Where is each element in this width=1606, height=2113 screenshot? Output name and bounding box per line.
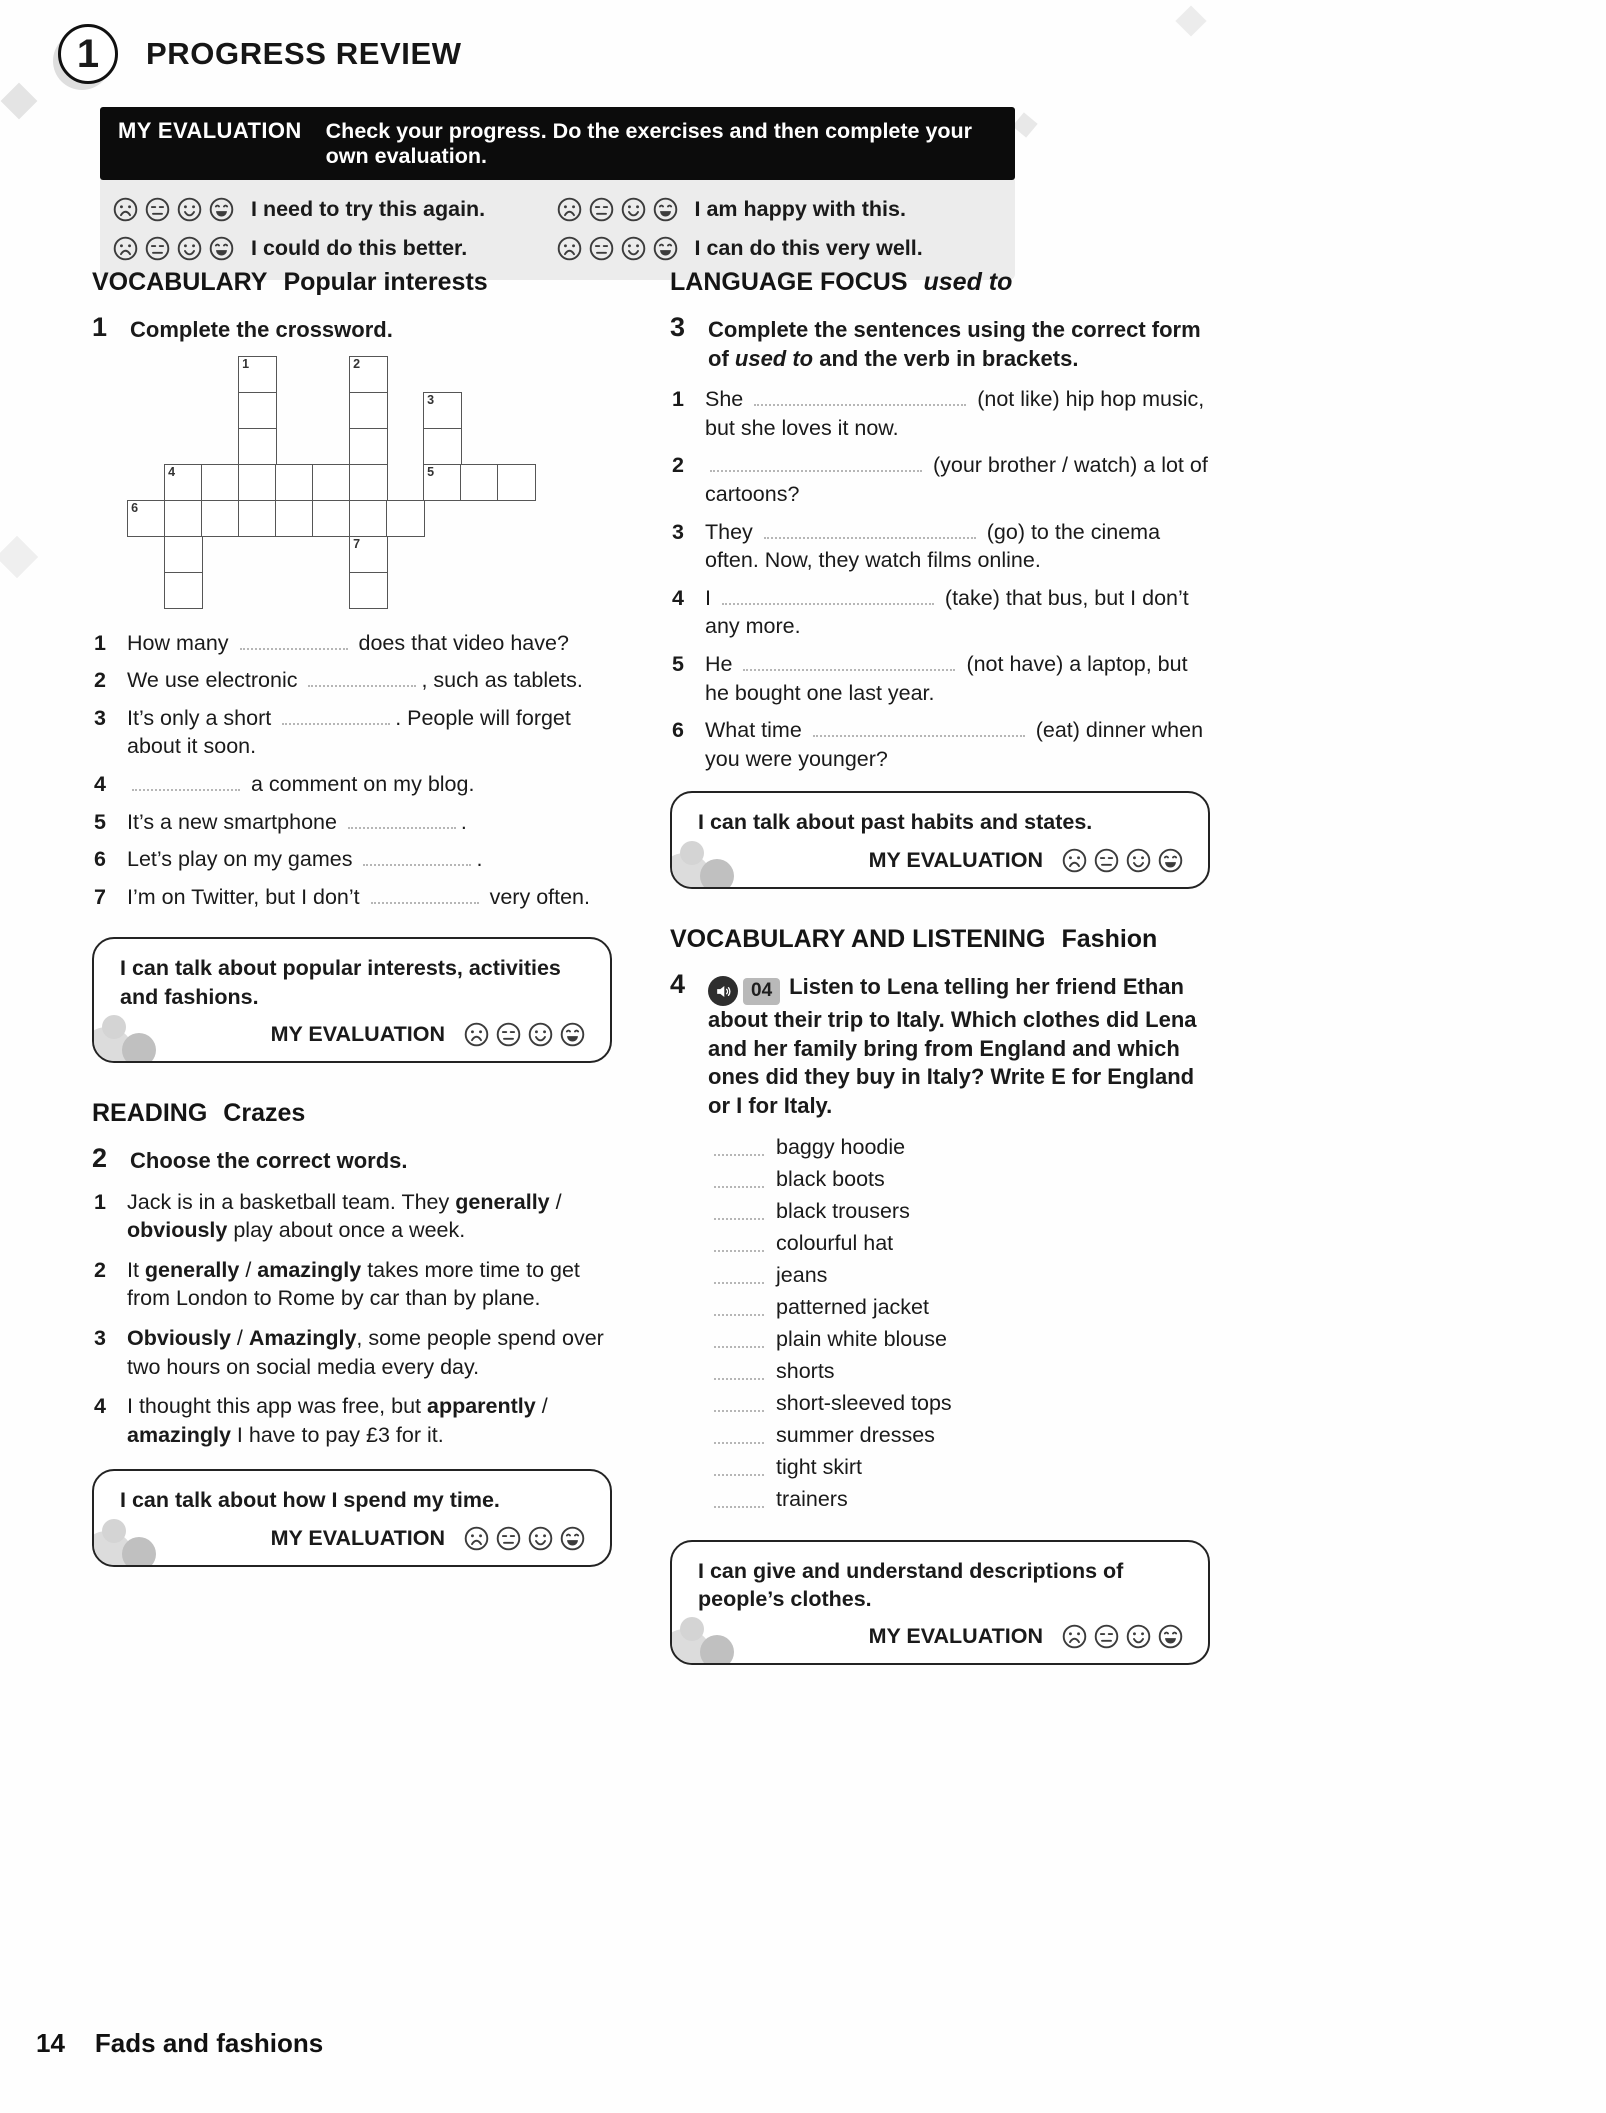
crossword-clue xyxy=(94,845,612,874)
instruction-text: Listen to Lena telling her friend Ethan about their trip to Italy. Which clothes did Lena and her family bring from England and which ones did they buy in Italy? Write E for England or I for Italy. xyxy=(708,973,1197,1118)
answer-blank[interactable] xyxy=(132,777,240,791)
exercise-number: 2 xyxy=(92,1143,108,1174)
answer-blank[interactable] xyxy=(363,852,471,866)
crossword-cell[interactable] xyxy=(349,572,388,610)
crossword-number: 2 xyxy=(353,356,361,371)
section-topic: Crazes xyxy=(223,1099,306,1128)
answer-blank[interactable] xyxy=(714,1142,764,1156)
crossword-clue xyxy=(94,883,612,912)
legend-row xyxy=(112,235,556,262)
reading-item xyxy=(94,1188,612,1245)
evaluation-faces xyxy=(556,235,679,262)
crossword-cell[interactable] xyxy=(349,428,388,466)
clothing-item xyxy=(714,1423,1210,1448)
left-column xyxy=(92,260,612,1701)
exercise-instruction xyxy=(708,970,1210,1121)
page-number: 14 xyxy=(36,2028,65,2058)
answer-blank[interactable] xyxy=(754,392,966,406)
audio-track-number: 04 xyxy=(743,978,780,1005)
page-title: PROGRESS REVIEW xyxy=(146,36,462,71)
sentence-item xyxy=(672,650,1210,707)
crossword xyxy=(128,357,612,609)
i-can-box xyxy=(92,1469,612,1566)
i-can-box xyxy=(670,791,1210,888)
clothing-item-label: summer dresses xyxy=(776,1422,935,1447)
clue-text: We use electronic , such as tablets. xyxy=(127,668,583,693)
sad-face-icon[interactable] xyxy=(463,1021,490,1048)
crossword-cell[interactable] xyxy=(275,500,314,538)
unit-number-badge xyxy=(58,24,118,84)
legend-caption: I can do this very well. xyxy=(694,236,923,260)
clue-text: It’s a new smartphone . xyxy=(127,809,467,834)
crossword-clue xyxy=(94,629,612,658)
neutral-face-icon[interactable] xyxy=(495,1525,522,1552)
answer-blank[interactable] xyxy=(743,657,955,671)
very-happy-face-icon[interactable] xyxy=(559,1021,586,1048)
item-text: Obviously / Amazingly, some people spend over two hours on social media every day. xyxy=(127,1326,604,1379)
sad-face-icon[interactable] xyxy=(1061,1623,1088,1650)
legend-caption: I could do this better. xyxy=(251,236,468,260)
i-can-statement: I can talk about popular interests, activities and fashions. xyxy=(120,956,561,1009)
happy-face-icon[interactable] xyxy=(527,1525,554,1552)
item-number: 4 xyxy=(672,585,684,610)
crossword-cell[interactable] xyxy=(201,500,240,538)
crossword-number: 4 xyxy=(168,464,176,479)
section-topic: Popular interests xyxy=(283,268,488,296)
answer-blank[interactable] xyxy=(714,1494,764,1508)
right-column xyxy=(670,260,1210,1701)
item-text: She (not like) hip hop music, but she loves it now. xyxy=(705,387,1205,440)
crossword-cell[interactable] xyxy=(312,500,351,538)
sad-face-icon[interactable] xyxy=(112,235,139,262)
legend-row xyxy=(556,235,1000,262)
crossword-clue xyxy=(94,666,612,695)
section-heading xyxy=(92,268,612,297)
clue-number: 5 xyxy=(94,809,106,834)
evaluation-legend xyxy=(100,180,1015,268)
clothing-item xyxy=(714,1391,1210,1416)
crossword-number: 3 xyxy=(427,392,435,407)
reading-items xyxy=(94,1188,612,1450)
i-can-statement: I can talk about how I spend my time. xyxy=(120,1488,500,1513)
neutral-face-icon[interactable] xyxy=(144,196,171,223)
happy-face-icon[interactable] xyxy=(1125,1623,1152,1650)
evaluation-legend-panel xyxy=(100,107,1015,280)
crossword-cell[interactable] xyxy=(423,392,462,430)
i-can-box xyxy=(92,937,612,1063)
clothing-item xyxy=(714,1231,1210,1256)
happy-face-icon[interactable] xyxy=(527,1021,554,1048)
crossword-cell[interactable] xyxy=(349,500,388,538)
item-number: 6 xyxy=(672,718,684,743)
item-text: They (go) to the cinema often. Now, they watch films online. xyxy=(705,519,1161,573)
exercise-instruction: Complete the sentences using the correct form of used to and the verb in brackets. xyxy=(708,317,1201,371)
crossword-number: 5 xyxy=(427,464,435,479)
crossword-cell[interactable] xyxy=(497,464,536,502)
happy-face-icon[interactable] xyxy=(176,235,203,262)
evaluation-faces xyxy=(556,196,679,223)
answer-blank[interactable] xyxy=(308,673,416,687)
clue-number: 1 xyxy=(94,630,106,655)
section-label: VOCABULARY xyxy=(92,268,268,296)
very-happy-face-icon[interactable] xyxy=(208,235,235,262)
scan-artifact xyxy=(1012,112,1037,137)
answer-blank[interactable] xyxy=(714,1334,764,1348)
clothing-item-label: shorts xyxy=(776,1358,835,1383)
evaluation-faces xyxy=(463,1525,586,1552)
crossword-cell[interactable] xyxy=(238,392,277,430)
very-happy-face-icon[interactable] xyxy=(1157,847,1184,874)
section-topic: used to xyxy=(923,268,1013,296)
unit-header xyxy=(58,24,462,84)
answer-blank[interactable] xyxy=(371,890,479,904)
very-happy-face-icon[interactable] xyxy=(652,235,679,262)
answer-blank[interactable] xyxy=(714,1398,764,1412)
answer-blank[interactable] xyxy=(764,525,976,539)
answer-blank[interactable] xyxy=(714,1302,764,1316)
evaluation-faces xyxy=(112,235,235,262)
section-label: READING xyxy=(92,1099,208,1128)
evaluation-label: MY EVALUATION xyxy=(868,1624,1043,1649)
sentence-items xyxy=(672,385,1210,773)
answer-blank[interactable] xyxy=(714,1238,764,1252)
crossword-cell[interactable] xyxy=(312,464,351,502)
crossword-cell[interactable] xyxy=(164,464,203,502)
clue-text: It’s only a short . People will forget about it soon. xyxy=(127,705,571,759)
legend-caption: I need to try this again. xyxy=(251,197,486,221)
item-number: 1 xyxy=(672,387,684,412)
item-number: 1 xyxy=(94,1189,106,1214)
reading-item xyxy=(94,1392,612,1449)
answer-blank[interactable] xyxy=(240,636,348,650)
very-happy-face-icon[interactable] xyxy=(559,1525,586,1552)
clothing-item xyxy=(714,1359,1210,1384)
crossword-number: 1 xyxy=(242,356,250,371)
scan-artifact xyxy=(1175,5,1206,36)
i-can-evaluation xyxy=(698,1623,1188,1650)
clue-number: 7 xyxy=(94,884,106,909)
exercise-instruction: Complete the crossword. xyxy=(130,317,393,342)
clue-text: a comment on my blog. xyxy=(127,770,612,799)
sad-face-icon[interactable] xyxy=(112,196,139,223)
neutral-face-icon[interactable] xyxy=(1093,847,1120,874)
section-reading xyxy=(92,1099,612,1567)
evaluation-label: MY EVALUATION xyxy=(270,1525,445,1550)
clothing-item xyxy=(714,1167,1210,1192)
crossword-grid xyxy=(128,357,612,609)
answer-blank[interactable] xyxy=(714,1462,764,1476)
item-number: 3 xyxy=(94,1326,106,1351)
section-topic: Fashion xyxy=(1061,924,1158,953)
crossword-cell[interactable] xyxy=(275,464,314,502)
clothing-item-label: short-sleeved tops xyxy=(776,1390,952,1415)
item-number: 4 xyxy=(94,1394,106,1419)
crossword-cell[interactable] xyxy=(201,464,240,502)
reading-item xyxy=(94,1256,612,1313)
crossword-clue xyxy=(94,704,612,761)
section-vocabulary xyxy=(92,268,612,1063)
clothing-item-label: tight skirt xyxy=(776,1454,863,1479)
exercise-number: 4 xyxy=(670,968,686,999)
sad-face-icon[interactable] xyxy=(1061,847,1088,874)
audio-badge xyxy=(708,976,780,1006)
evaluation-banner xyxy=(100,107,1015,180)
item-number: 5 xyxy=(672,651,684,676)
sentence-item xyxy=(672,716,1210,773)
i-can-statement: I can give and understand descriptions of people’s clothes. xyxy=(698,1558,1124,1611)
clothing-item-label: plain white blouse xyxy=(776,1326,947,1351)
clothing-item xyxy=(714,1327,1210,1352)
item-text: What time (eat) dinner when you were younger? xyxy=(705,718,1204,771)
crossword-clues xyxy=(94,629,612,912)
neutral-face-icon[interactable] xyxy=(1093,1623,1120,1650)
i-can-box xyxy=(670,1540,1210,1666)
crossword-cell[interactable] xyxy=(349,464,388,502)
crossword-number: 7 xyxy=(353,536,361,551)
sentence-item xyxy=(672,451,1210,508)
item-text: Jack is in a basketball team. They generally / obviously play about once a week. xyxy=(127,1189,562,1243)
answer-blank[interactable] xyxy=(714,1430,764,1444)
answer-blank[interactable] xyxy=(722,591,934,605)
clue-number: 2 xyxy=(94,668,106,693)
answer-blank[interactable] xyxy=(714,1174,764,1188)
clue-number: 3 xyxy=(94,705,106,730)
exercise-number: 1 xyxy=(92,312,108,342)
page-footer xyxy=(36,2028,323,2059)
crossword-cell[interactable] xyxy=(349,392,388,430)
exercise-number: 3 xyxy=(670,312,686,342)
item-text: I thought this app was free, but apparently / amazingly I have to pay £3 for it. xyxy=(127,1394,548,1447)
crossword-cell[interactable] xyxy=(164,572,203,610)
section-label: LANGUAGE FOCUS xyxy=(670,268,908,296)
section-heading xyxy=(670,268,1210,297)
crossword-cell[interactable] xyxy=(349,356,388,394)
evaluation-faces xyxy=(1061,1623,1184,1650)
i-can-evaluation xyxy=(120,1021,590,1048)
clothing-item xyxy=(714,1295,1210,1320)
crossword-cell[interactable] xyxy=(386,500,425,538)
neutral-face-icon[interactable] xyxy=(588,235,615,262)
clothing-item-label: colourful hat xyxy=(776,1230,894,1255)
item-text: He (not have) a laptop, but he bought one last year. xyxy=(705,651,1188,705)
exercise-header xyxy=(670,313,1210,373)
evaluation-banner-label: MY EVALUATION xyxy=(118,118,302,143)
crossword-cell[interactable] xyxy=(238,500,277,538)
unit-number: 1 xyxy=(76,31,100,76)
neutral-face-icon[interactable] xyxy=(495,1021,522,1048)
clue-number: 6 xyxy=(94,847,106,872)
evaluation-label: MY EVALUATION xyxy=(868,847,1043,872)
crossword-clue xyxy=(94,808,612,837)
evaluation-faces xyxy=(112,196,235,223)
sentence-item xyxy=(672,584,1210,641)
reading-item xyxy=(94,1324,612,1381)
answer-blank[interactable] xyxy=(714,1206,764,1220)
page-columns xyxy=(92,260,1210,1701)
happy-face-icon[interactable] xyxy=(620,235,647,262)
crossword-cell[interactable] xyxy=(127,500,166,538)
sad-face-icon[interactable] xyxy=(556,235,583,262)
crossword-cell[interactable] xyxy=(164,536,203,574)
happy-face-icon[interactable] xyxy=(1125,847,1152,874)
crossword-cell[interactable] xyxy=(349,536,388,574)
sad-face-icon[interactable] xyxy=(463,1525,490,1552)
crossword-cell[interactable] xyxy=(238,464,277,502)
legend-caption: I am happy with this. xyxy=(694,197,906,221)
section-label: VOCABULARY AND LISTENING xyxy=(670,924,1046,953)
clothing-item-label: jeans xyxy=(776,1262,828,1287)
section-heading xyxy=(92,1099,612,1128)
sentence-item xyxy=(672,518,1210,575)
i-can-statement: I can talk about past habits and states. xyxy=(698,810,1093,835)
crossword-cell[interactable] xyxy=(423,428,462,466)
section-vocabulary-listening xyxy=(670,925,1210,1666)
happy-face-icon[interactable] xyxy=(620,196,647,223)
clue-text: How many does that video have? xyxy=(127,630,569,655)
legend-row xyxy=(556,196,1000,223)
very-happy-face-icon[interactable] xyxy=(652,196,679,223)
clothing-item-label: trainers xyxy=(776,1486,848,1511)
clothing-item xyxy=(714,1487,1210,1512)
very-happy-face-icon[interactable] xyxy=(208,196,235,223)
item-text: I (take) that bus, but I don’t any more. xyxy=(705,585,1189,639)
exercise-header xyxy=(670,970,1210,1121)
sad-face-icon[interactable] xyxy=(556,196,583,223)
happy-face-icon[interactable] xyxy=(176,196,203,223)
answer-blank[interactable] xyxy=(710,458,922,472)
clue-number: 4 xyxy=(94,771,106,796)
evaluation-faces xyxy=(463,1021,586,1048)
legend-row xyxy=(112,196,556,223)
crossword-cell[interactable] xyxy=(238,428,277,466)
scan-artifact xyxy=(0,536,38,578)
evaluation-faces xyxy=(1061,847,1184,874)
very-happy-face-icon[interactable] xyxy=(1157,1623,1184,1650)
crossword-cell[interactable] xyxy=(423,464,462,502)
audio-speaker-icon[interactable] xyxy=(708,976,738,1006)
clothing-item-label: black trousers xyxy=(776,1198,910,1223)
clothing-item xyxy=(714,1455,1210,1480)
clothing-item xyxy=(714,1135,1210,1160)
evaluation-banner-instructions: Check your progress. Do the exercises and then complete your own evaluation. xyxy=(325,119,973,168)
clue-text: Let’s play on my games . xyxy=(127,847,483,872)
clothing-item-label: black boots xyxy=(776,1166,885,1191)
answer-blank[interactable] xyxy=(714,1270,764,1284)
exercise-header xyxy=(92,313,612,345)
section-language-focus xyxy=(670,268,1210,889)
footer-title: Fads and fashions xyxy=(94,2028,324,2058)
i-can-evaluation xyxy=(698,847,1188,874)
answer-blank[interactable] xyxy=(282,711,390,725)
item-text: (your brother / watch) a lot of cartoons? xyxy=(705,453,1208,506)
clothing-item xyxy=(714,1199,1210,1224)
crossword-cell[interactable] xyxy=(460,464,499,502)
answer-blank[interactable] xyxy=(714,1366,764,1380)
item-number: 3 xyxy=(672,519,684,544)
clothing-item-label: baggy hoodie xyxy=(776,1134,906,1159)
exercise-header xyxy=(92,1144,612,1176)
item-number: 2 xyxy=(672,453,684,478)
exercise-instruction: Choose the correct words. xyxy=(130,1148,408,1174)
crossword-cell[interactable] xyxy=(238,356,277,394)
neutral-face-icon[interactable] xyxy=(144,235,171,262)
section-heading xyxy=(670,925,1210,954)
neutral-face-icon[interactable] xyxy=(588,196,615,223)
clothing-item-label: patterned jacket xyxy=(776,1294,929,1319)
evaluation-label: MY EVALUATION xyxy=(270,1022,445,1047)
clue-text: I’m on Twitter, but I don’t very often. xyxy=(127,884,590,909)
crossword-number: 6 xyxy=(131,500,139,515)
scan-artifact xyxy=(1,83,38,120)
item-number: 2 xyxy=(94,1257,106,1282)
answer-blank[interactable] xyxy=(813,723,1025,737)
crossword-cell[interactable] xyxy=(164,500,203,538)
clothing-item xyxy=(714,1263,1210,1288)
crossword-clue xyxy=(94,770,612,799)
clothes-list xyxy=(714,1135,1210,1512)
sentence-item xyxy=(672,385,1210,442)
item-text: It generally / amazingly takes more time to get from London to Rome by car than by plane. xyxy=(127,1257,580,1311)
i-can-evaluation xyxy=(120,1525,590,1552)
answer-blank[interactable] xyxy=(348,815,456,829)
